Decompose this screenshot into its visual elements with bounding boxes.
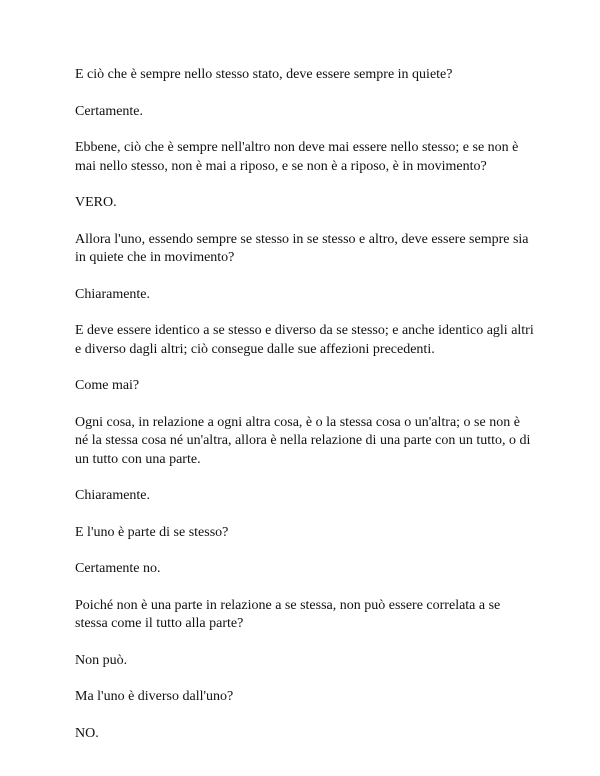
document-body: [75, 66, 535, 761]
paragraph-14: Non può.: [75, 652, 128, 668]
paragraph-11: E l'uno è parte di se stesso?: [75, 524, 229, 540]
paragraph-7: E deve essere identico a se stesso e diverso da se stesso; e anche identico agli altri e diverso dagli altri; ciò consegue dalle sue affezioni precedenti.: [75, 323, 534, 357]
paragraph-3: Ebbene, ciò che è sempre nell'altro non deve mai essere nello stesso; e se non è mai nello stesso, non è mai a riposo, e se non è a riposo, è in movimento?: [75, 140, 519, 174]
paragraph-9: Ogni cosa, in relazione a ogni altra cosa, è o la stessa cosa o un'altra; o se non è né la stessa cosa né un'altra, allora è nella relazione di una parte con un tutto, o di un tutto con una parte.: [75, 414, 531, 467]
paragraph-6: Chiaramente.: [75, 286, 151, 302]
paragraph-8: Come mai?: [75, 378, 140, 393]
paragraph-1: E ciò che è sempre nello stesso stato, deve essere sempre in quiete?: [75, 67, 453, 82]
paragraph-5: Allora l'uno, essendo sempre se stesso in se stesso e altro, deve essere sempre sia in quiete che in movimento?: [75, 231, 529, 265]
paragraph-16: NO.: [75, 725, 99, 741]
paragraph-2: Certamente.: [75, 103, 144, 119]
paragraph-13: Poiché non è una parte in relazione a se stessa, non può essere correlata a se stessa come il tutto alla parte?: [75, 597, 501, 631]
paragraph-15: Ma l'uno è diverso dall'uno?: [75, 689, 234, 704]
paragraph-4: VERO.: [75, 195, 117, 210]
paragraph-12: Certamente no.: [75, 561, 161, 576]
paragraph-10: Chiaramente.: [75, 488, 151, 503]
